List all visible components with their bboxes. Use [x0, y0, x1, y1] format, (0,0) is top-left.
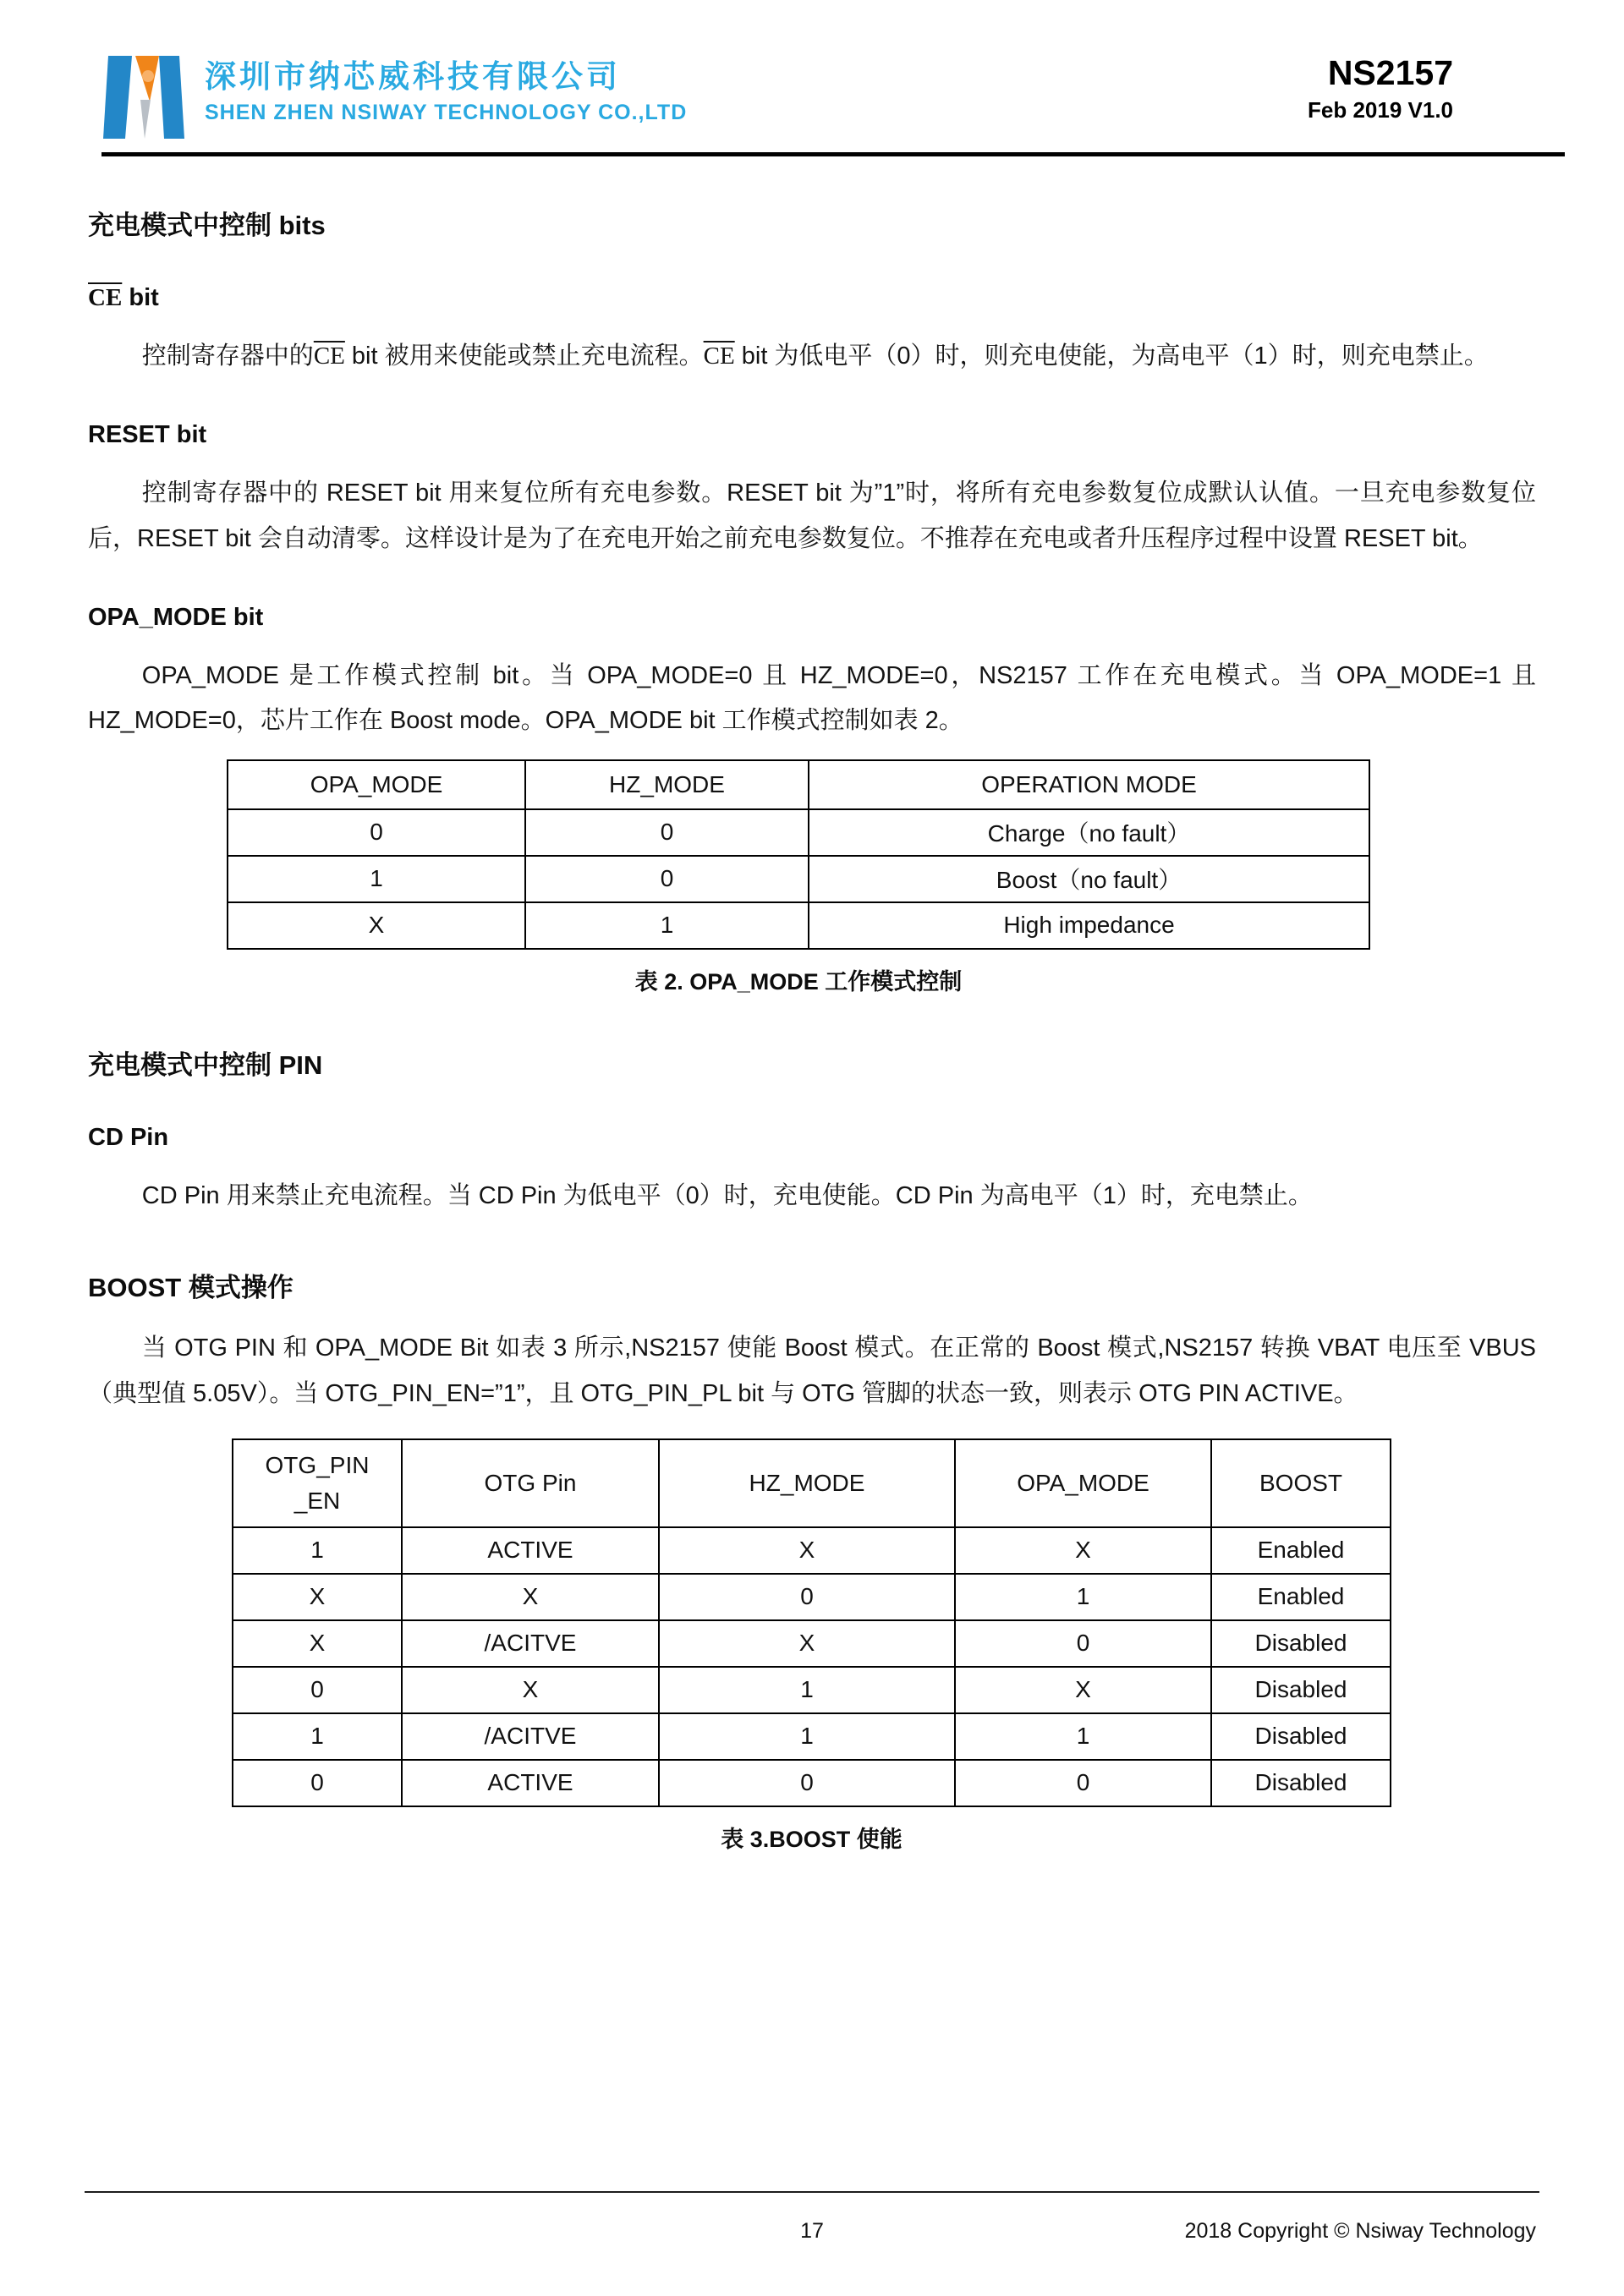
column-header: OPA_MODE [228, 760, 525, 809]
footer-divider [85, 2191, 1539, 2193]
table-cell: 0 [525, 809, 809, 856]
table-cell: 1 [955, 1713, 1211, 1760]
table-cell: High impedance [809, 902, 1369, 949]
opa-mode-table-block [227, 759, 1370, 996]
table-cell: X [955, 1667, 1211, 1713]
company-name-en: SHEN ZHEN NSIWAY TECHNOLOGY CO.,LTD [205, 100, 688, 124]
boost-enable-table-block [232, 1438, 1391, 1854]
paragraph-opa-mode-bit: OPA_MODE 是工作模式控制 bit。当 OPA_MODE=0 且 HZ_MODE=0，NS2157 工作在充电模式。当 OPA_MODE=1 且 HZ_MODE=0，芯片工作在 Boost mode。OPA_MODE bit 工作模式控制如表 2。 [88, 662, 1536, 735]
table-cell: /ACITVE [402, 1620, 659, 1667]
table-cell: ACTIVE [402, 1527, 659, 1574]
section-title-boost-mode: BOOST 模式操作 [88, 1273, 294, 1303]
table-cell: 0 [233, 1667, 402, 1713]
nsiway-logo-icon [102, 44, 186, 139]
paragraph-reset-bit: 控制寄存器中的 RESET bit 用来复位所有充电参数。RESET bit 为”1”时，将所有充电参数复位成默认认值。一旦充电参数复位后，RESET bit 会自动清零。这样设计是为了在充电开始之前充电参数复位。不推荐在充电或者升压程序过程中设置 RESET bit。 [88, 479, 1536, 552]
paragraph-cd-pin: CD Pin 用来禁止充电流程。当 CD Pin 为低电平（0）时，充电使能。CD Pin 为高电平（1）时，充电禁止。 [141, 1181, 1313, 1209]
column-header: OPA_MODE [955, 1439, 1211, 1527]
table-cell: ACTIVE [402, 1760, 659, 1806]
company-name-cn: 深圳市纳芯威科技有限公司 [205, 59, 621, 95]
column-header: HZ_MODE [525, 760, 809, 809]
section-title-charge-pin: 充电模式中控制 PIN [88, 1049, 323, 1080]
table-cell: 1 [233, 1527, 402, 1574]
table-cell: X [402, 1574, 659, 1620]
table-cell: Charge（no fault） [809, 809, 1369, 856]
copyright-notice: 2018 Copyright © Nsiway Technology [1184, 2219, 1536, 2243]
table-cell: X [228, 902, 525, 949]
column-header: BOOST [1211, 1439, 1391, 1527]
heading-opa-mode-bit: OPA_MODE bit [88, 604, 264, 632]
table-cell: 0 [525, 856, 809, 902]
table-cell: X [233, 1620, 402, 1667]
table-cell: 1 [525, 902, 809, 949]
table-header-row [233, 1439, 1391, 1527]
table-cell: 0 [228, 809, 525, 856]
table-cell: 1 [659, 1667, 955, 1713]
table-row [233, 1574, 1391, 1620]
ce-overline-label: CE [88, 284, 123, 311]
table-row [233, 1760, 1391, 1806]
header-brand [102, 44, 687, 139]
text-run: 控制寄存器中的 [141, 342, 314, 370]
table-cell: X [955, 1527, 1211, 1574]
table-cell: X [233, 1574, 402, 1620]
table-cell: 1 [233, 1713, 402, 1760]
heading-reset-bit: RESET bit [88, 421, 207, 449]
table-row [233, 1527, 1391, 1574]
table-cell: X [402, 1667, 659, 1713]
column-header: OPERATION MODE [809, 760, 1369, 809]
revision-date: Feb 2019 V1.0 [1308, 97, 1453, 123]
table-cell: Boost（no fault） [809, 856, 1369, 902]
paragraph-boost-mode: 当 OTG PIN 和 OPA_MODE Bit 如表 3 所示,NS2157 使能 Boost 模式。在正常的 Boost 模式,NS2157 转换 VBAT 电压至 VBUS（典型值 5.05V）。当 OTG_PIN_EN=”1”，且 OTG_PIN_PL bit 与 OTG 管脚的状态一致，则表示 OTG PIN ACTIVE。 [88, 1334, 1536, 1407]
table2-caption: 表 2. OPA_MODE 工作模式控制 [634, 968, 963, 995]
table-cell: X [659, 1527, 955, 1574]
table3-caption: 表 3.BOOST 使能 [721, 1826, 903, 1852]
boost-enable-table [232, 1438, 1391, 1807]
table-cell: 0 [955, 1620, 1211, 1667]
column-header: OTG_PIN _EN [233, 1439, 402, 1527]
heading-ce-bit [88, 284, 1536, 312]
table-cell: Enabled [1211, 1574, 1391, 1620]
table-cell: 1 [228, 856, 525, 902]
section-title-charge-bits: 充电模式中控制 bits [88, 211, 326, 240]
page-number: 17 [800, 2219, 824, 2243]
table-cell: /ACITVE [402, 1713, 659, 1760]
table-cell: Enabled [1211, 1527, 1391, 1574]
header-divider [102, 152, 1565, 156]
table-cell: 1 [659, 1713, 955, 1760]
text-run: bit 被用来使能或禁止充电流程。 [344, 342, 704, 370]
page-header [0, 0, 1624, 139]
table-header-row [228, 760, 1369, 809]
header-doc-info [1308, 54, 1453, 123]
text-run: bit 为低电平（0）时，则充电使能，为高电平（1）时，则充电禁止。 [734, 342, 1489, 370]
table-row [233, 1667, 1391, 1713]
table-cell: Disabled [1211, 1667, 1391, 1713]
table-cell: Disabled [1211, 1760, 1391, 1806]
table-cell: 0 [659, 1574, 955, 1620]
table-row [233, 1620, 1391, 1667]
table-cell: Disabled [1211, 1620, 1391, 1667]
column-header: OTG Pin [402, 1439, 659, 1527]
part-number: NS2157 [1327, 53, 1453, 92]
table-row [228, 809, 1369, 856]
heading-cd-pin: CD Pin [88, 1123, 169, 1151]
column-header: HZ_MODE [659, 1439, 955, 1527]
ce-overline-inline: $\overline{CE}$ [313, 342, 345, 370]
table-cell: 0 [955, 1760, 1211, 1806]
ce-heading-rest: bit [122, 284, 159, 311]
opa-mode-table [227, 759, 1370, 950]
company-block [205, 58, 687, 124]
table-cell: 0 [233, 1760, 402, 1806]
table-row [228, 902, 1369, 949]
page-body [0, 204, 1624, 1854]
table-cell: Disabled [1211, 1713, 1391, 1760]
table-row [233, 1713, 1391, 1760]
paragraph-ce-bit [88, 334, 1536, 379]
table-cell: X [659, 1620, 955, 1667]
ce-overline-inline: $\overline{CE}$ [703, 342, 735, 370]
table-cell: 0 [659, 1760, 955, 1806]
table-row [228, 856, 1369, 902]
table-cell: 1 [955, 1574, 1211, 1620]
